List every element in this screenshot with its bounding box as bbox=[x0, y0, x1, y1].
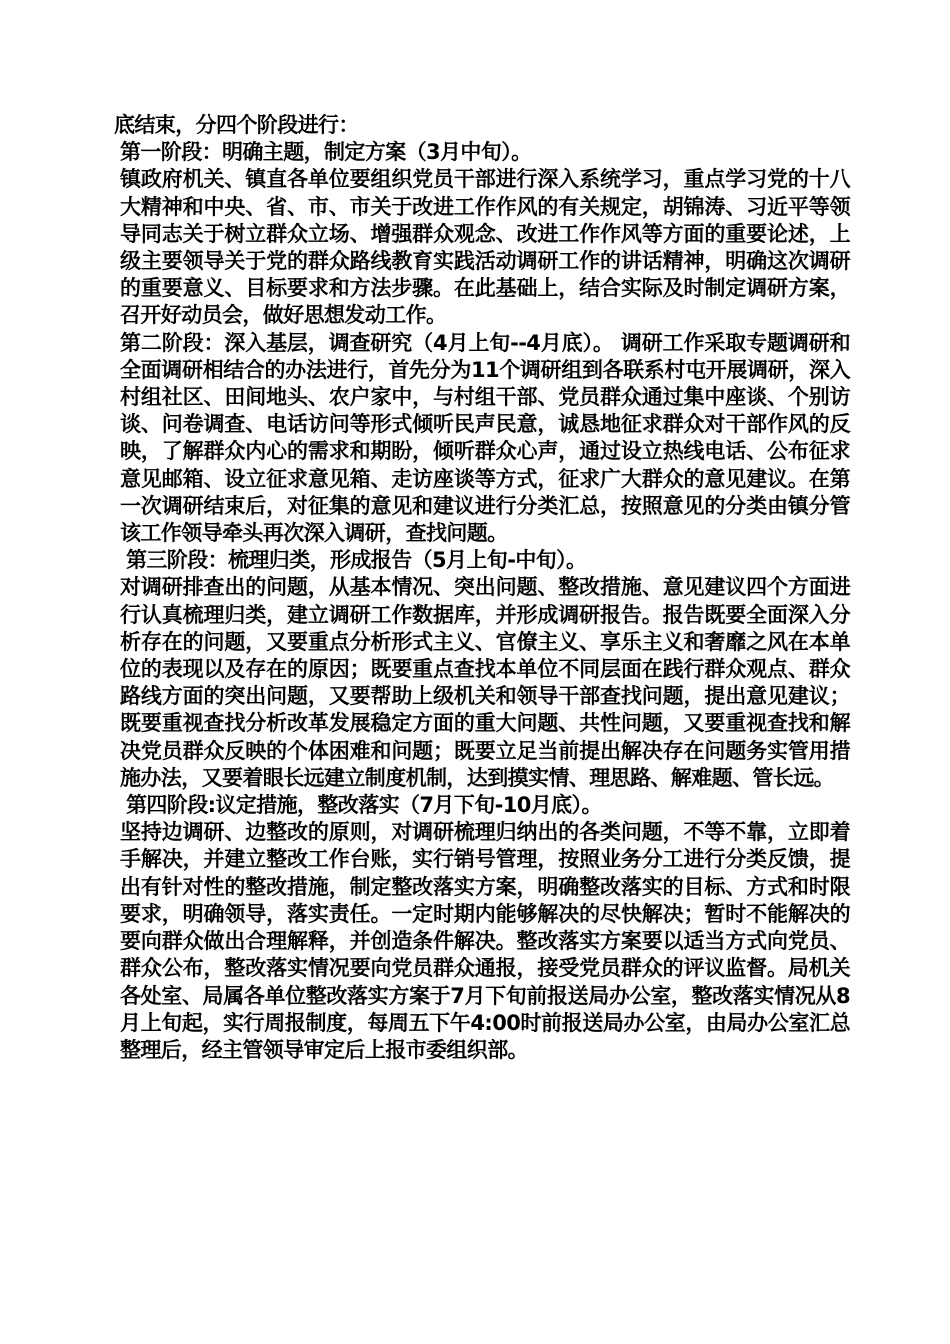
stage-one-heading: 第一阶段：明确主题，制定方案（3月中旬）。 bbox=[120, 140, 532, 165]
document-page bbox=[114, 112, 850, 1064]
stage-three-heading: 第三阶段：梳理归类，形成报告（5月上旬-中旬）。 bbox=[126, 548, 587, 573]
stage-four-body: 坚持边调研、边整改的原则，对调研梳理归纳出的各类问题，不等不靠，立即着手解决，并建立整改工作台账，实行销号管理，按照业务分工进行分类反馈，提出有针对性的整改措施，制定整改落实方案，明确整改落实的目标、方式和时限要求，明确领导，落实责任。一定时期内能够解决的尽快解决；暂时不能解决的要向群众做出合理解释，并创造条件解决。整改落实方案要以适当方式向党员、群众公布，整改落实情况要向党员群众通报，接受党员群众的评议监督。局机关各处室、局属各单位整改落实方案于7月下旬前报送局办公室，整改落实情况从8月上旬起，实行周报制度，每周五下午4:00时前报送局办公室，由局办公室汇总整理后，经主管领导审定后上报市委组织部。 bbox=[120, 820, 850, 1062]
paragraph-intro: 底结束，分四个阶段进行： bbox=[114, 113, 359, 137]
stage-two-body: 第二阶段：深入基层，调查研究（4月上旬--4月底）。 调研工作采取专题调研和全面调研相结合的办法进行，首先分为11个调研组到各联系村屯开展调研，深入村组社区、田间地头、农户家中，与村组干部、党员群众通过集中座谈、个别访谈、问卷调查、电话访问等形式倾听民声民意，诚恳地征求群众对干部作风的反映，了解群众内心的需求和期盼，倾听群众心声，通过设立热线电话、公布征求意见邮箱、设立征求意见箱、走访座谈等方式，征求广大群众的意见建议。在第一次调研结束后，对征集的意见和建议进行分类汇总，按照意见的分类由镇分管该工作领导牵头再次深入调研，查找问题。 bbox=[120, 330, 850, 546]
stage-three-body: 对调研排查出的问题，从基本情况、突出问题、整改措施、意见建议四个方面进行认真梳理归类，建立调研工作数据库，并形成调研报告。报告既要全面深入分析存在的问题，又要重点分析形式主义、官僚主义、享乐主义和奢靡之风在本单位的表现以及存在的原因；既要重点查找本单位不同层面在践行群众观点、群众路线方面的突出问题，又要帮助上级机关和领导干部查找问题，提出意见建议；既要重视查找分析改革发展稳定方面的重大问题、共性问题，又要重视查找和解决党员群众反映的个体困难和问题；既要立足当前提出解决存在问题务实管用措施办法，又要着眼长远建立制度机制，达到摸实情、理思路、解难题、管长远。 bbox=[120, 575, 850, 790]
stage-one-body: 镇政府机关、镇直各单位要组织党员干部进行深入系统学习，重点学习党的十八大精神和中央、省、市、市关于改进工作作风的有关规定，胡锦涛、习近平等领导同志关于树立群众立场、增强群众观念、改进工作作风等方面的重要论述，上级主要领导关于党的群众路线教育实践活动调研工作的讲话精神，明确这次调研的重要意义、目标要求和方法步骤。在此基础上，结合实际及时制定调研方案，召开好动员会，做好思想发动工作。 bbox=[120, 167, 850, 328]
stage-four-heading: 第四阶段:议定措施，整改落实（7月下旬-10月底）。 bbox=[126, 793, 602, 818]
